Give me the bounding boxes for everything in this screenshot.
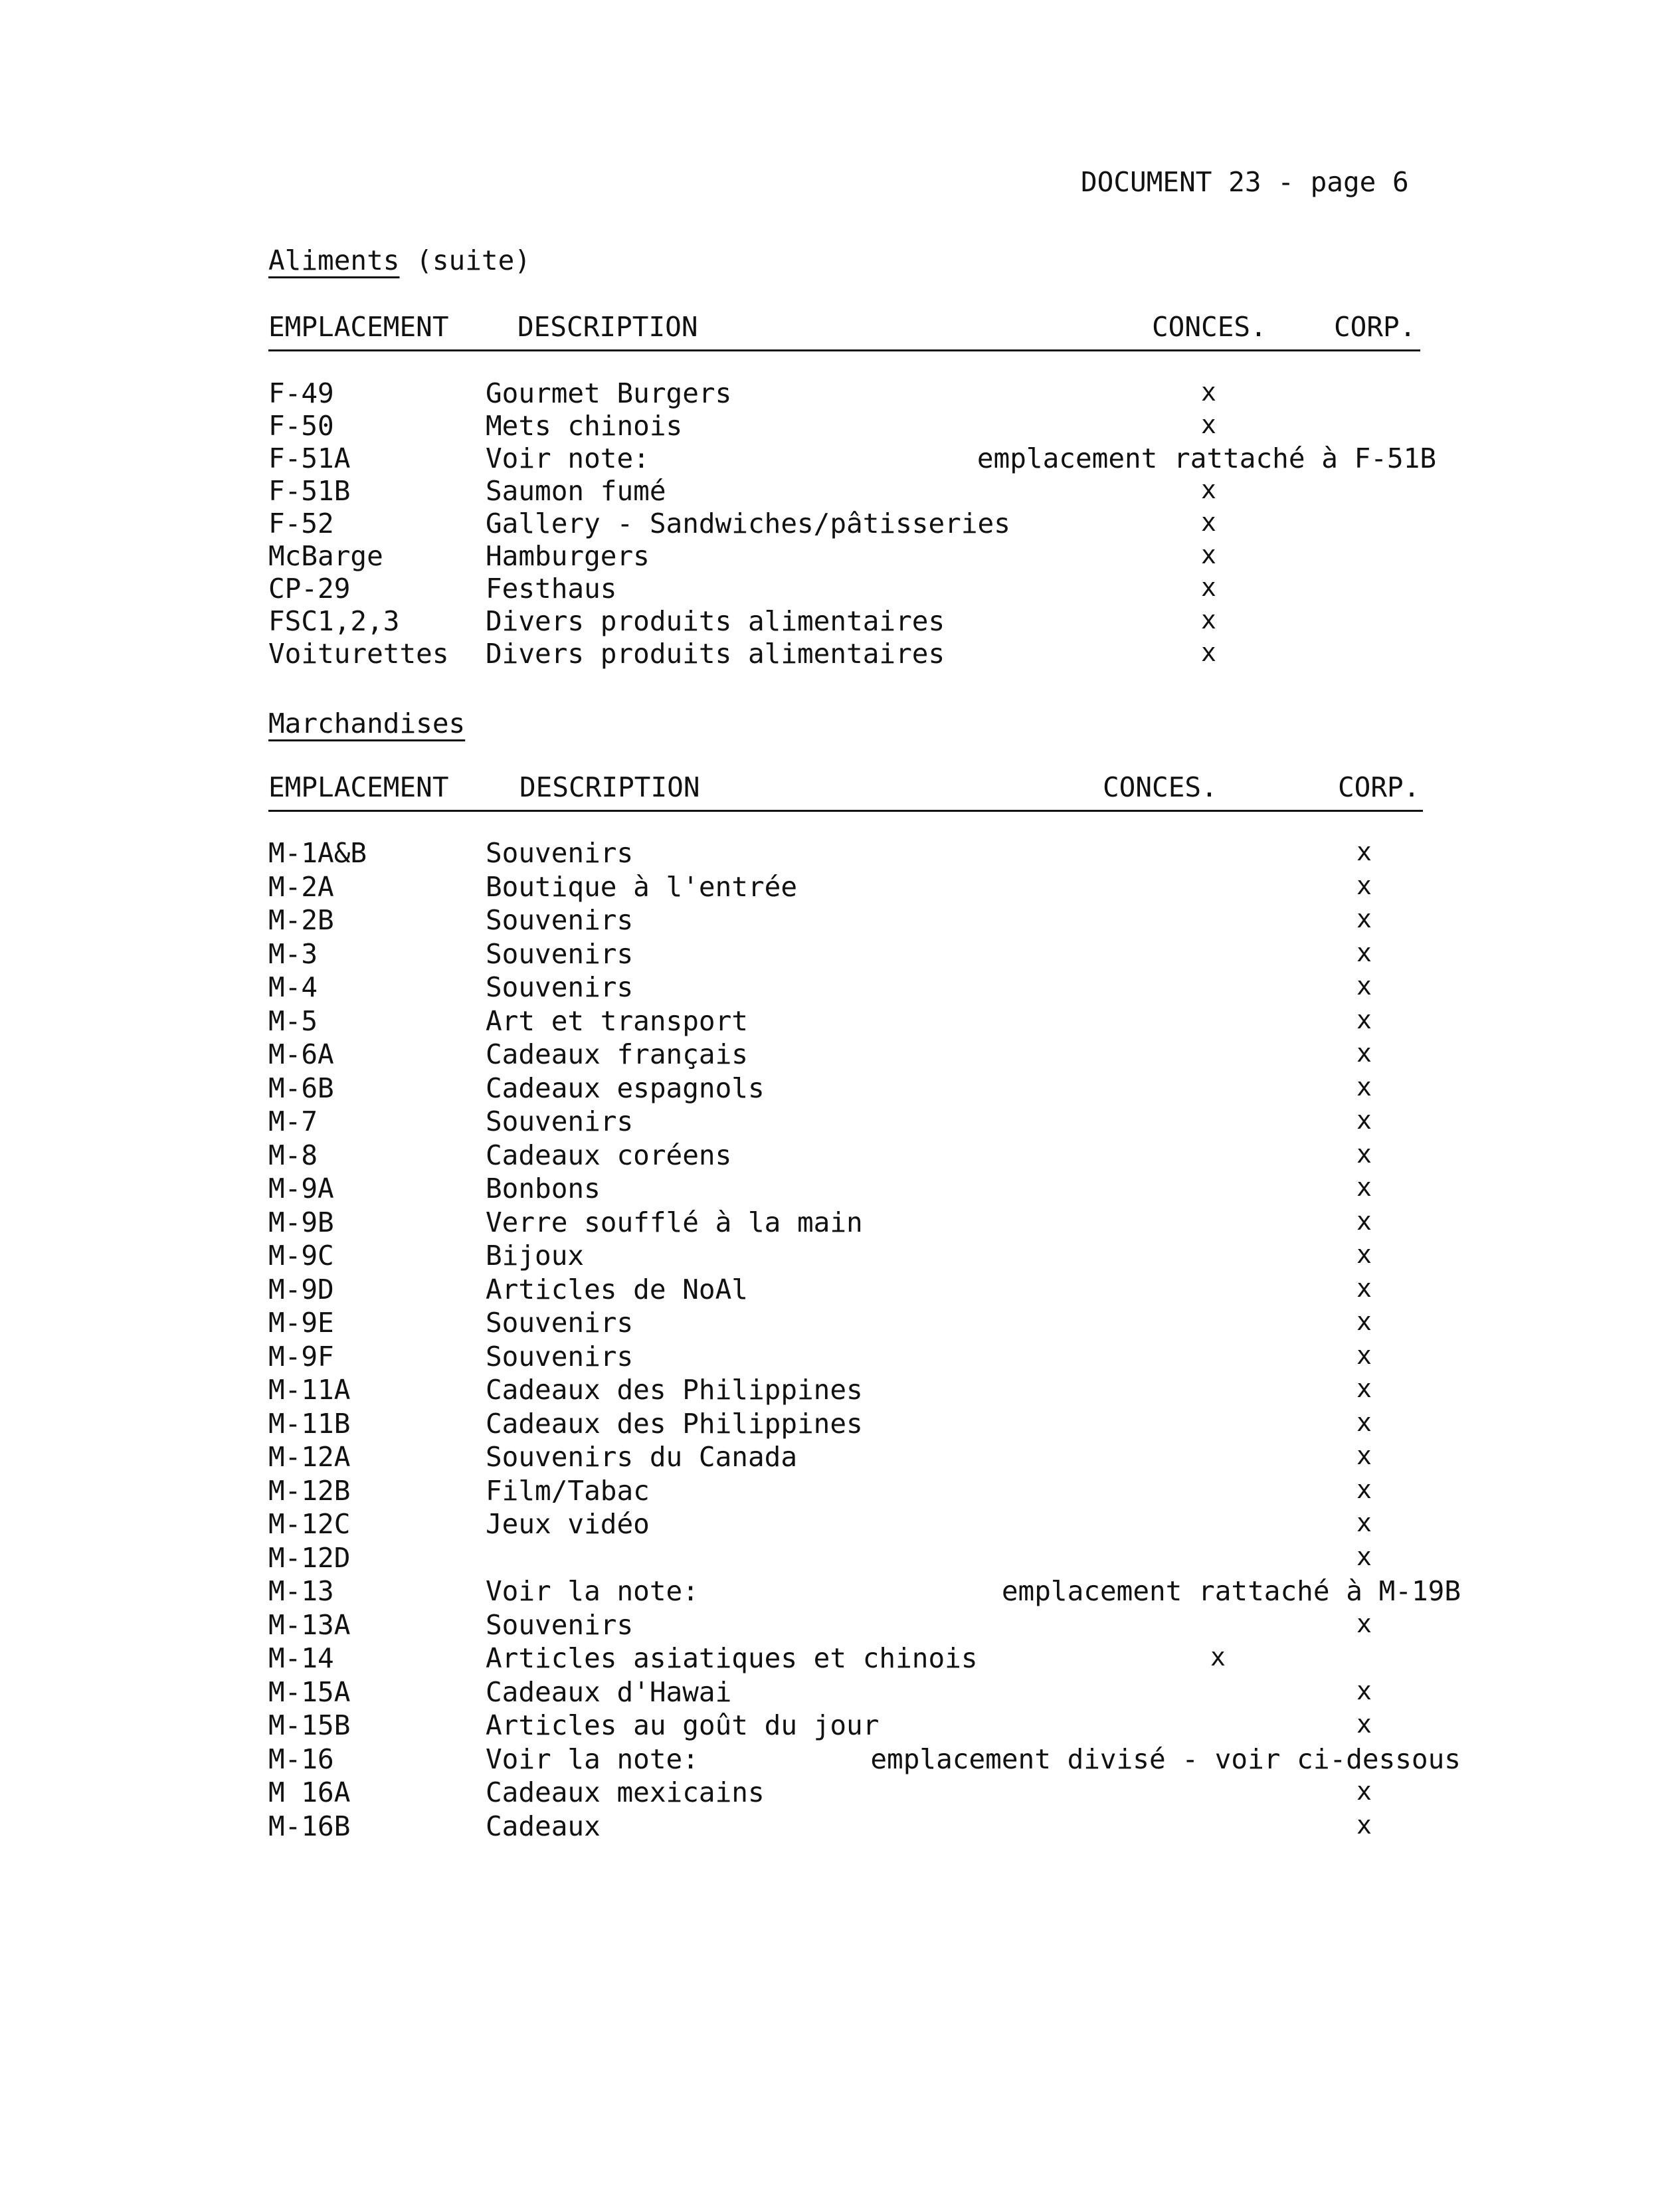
row-location: F-52: [268, 508, 334, 539]
row-conces-mark: x: [1201, 605, 1216, 634]
merch-table-row: [0, 1676, 1680, 1709]
row-corp-mark: x: [1356, 1307, 1372, 1336]
merch-table-row: [0, 1038, 1680, 1072]
row-description: Articles asiatiques et chinois: [486, 1642, 978, 1674]
row-description: Festhaus: [486, 573, 617, 605]
merch-table-row: [0, 1508, 1680, 1541]
row-description: Gourmet Burgers: [486, 377, 732, 409]
row-description: Hamburgers: [486, 540, 650, 572]
merch-table-row: [0, 938, 1680, 971]
row-location: M-13A: [268, 1608, 351, 1641]
merch-table-row: [0, 1475, 1680, 1508]
food-col-conces: CONCES.: [1152, 311, 1267, 343]
row-location: M-11A: [268, 1374, 351, 1406]
row-location: M-15A: [268, 1675, 351, 1708]
row-location: M-7: [268, 1105, 318, 1137]
merch-table-row: [0, 837, 1680, 870]
row-conces-mark: x: [1210, 1642, 1226, 1671]
row-note: emplacement divisé - voir ci-dessous: [870, 1743, 1461, 1775]
food-table-row: [0, 475, 1680, 508]
row-location: M-13: [268, 1575, 334, 1607]
food-table-row: [0, 605, 1680, 638]
row-corp-mark: x: [1356, 1173, 1372, 1202]
merch-table-row: [0, 1642, 1680, 1675]
row-location: M-9C: [268, 1240, 334, 1272]
row-location: M-3: [268, 937, 318, 970]
row-location: M-5: [268, 1004, 318, 1037]
merch-table-row: [0, 1709, 1680, 1743]
merch-col-corp: CORP.: [1338, 771, 1420, 803]
row-description: Mets chinois: [486, 410, 683, 442]
row-corp-mark: x: [1356, 1675, 1372, 1705]
row-description: Divers produits alimentaires: [486, 638, 945, 670]
row-description: Cadeaux espagnols: [486, 1072, 765, 1104]
row-description: Souvenirs: [486, 904, 634, 936]
row-description: Verre soufflé à la main: [486, 1206, 863, 1238]
row-corp-mark: x: [1356, 1206, 1372, 1236]
row-description: Cadeaux des Philippines: [486, 1374, 863, 1406]
row-corp-mark: x: [1356, 1273, 1372, 1303]
row-location: McBarge: [268, 540, 383, 572]
row-location: M-4: [268, 971, 318, 1003]
row-corp-mark: x: [1356, 971, 1372, 1000]
food-table-row: [0, 377, 1680, 411]
row-description: Voir la note:: [486, 1743, 699, 1775]
row-description: Cadeaux mexicains: [486, 1776, 765, 1808]
row-corp-mark: x: [1356, 837, 1372, 866]
row-location: M-2A: [268, 870, 334, 903]
merch-table-row: [0, 1206, 1680, 1240]
row-location: M-9F: [268, 1340, 334, 1373]
row-corp-mark: x: [1356, 1474, 1372, 1504]
merch-table-row: [0, 971, 1680, 1004]
food-table-row: [0, 638, 1680, 671]
row-description: Cadeaux d'Hawai: [486, 1675, 732, 1708]
row-description: Articles de NoAl: [486, 1273, 748, 1305]
row-location: F-49: [268, 377, 334, 409]
row-location: M-1A&B: [268, 837, 367, 869]
food-section-title-suffix: (suite): [399, 244, 531, 276]
row-corp-mark: x: [1356, 1374, 1372, 1403]
row-location: M-16B: [268, 1810, 351, 1842]
document-page-header: DOCUMENT 23 - page 6: [1081, 166, 1409, 198]
row-description: Voir la note:: [486, 1575, 699, 1607]
row-note: emplacement rattaché à F-51B: [977, 442, 1436, 474]
row-location: M-16: [268, 1743, 334, 1775]
row-location: M-9D: [268, 1273, 334, 1305]
row-corp-mark: x: [1356, 1072, 1372, 1101]
row-corp-mark: x: [1356, 1105, 1372, 1135]
row-location: F-51A: [268, 442, 351, 474]
row-location: M-9E: [268, 1307, 334, 1339]
row-conces-mark: x: [1201, 573, 1216, 602]
row-conces-mark: x: [1201, 475, 1216, 504]
food-table-header: [268, 306, 1420, 351]
food-col-description: DESCRIPTION: [517, 311, 698, 343]
row-corp-mark: x: [1356, 904, 1372, 933]
row-corp-mark: x: [1356, 1038, 1372, 1068]
row-description: Cadeaux coréens: [486, 1139, 732, 1171]
row-description: Souvenirs du Canada: [486, 1441, 797, 1473]
food-table-row: [0, 540, 1680, 573]
row-location: M-6A: [268, 1038, 334, 1070]
merch-table-row: [0, 1542, 1680, 1575]
row-corp-mark: x: [1356, 1608, 1372, 1638]
food-table-row: [0, 573, 1680, 606]
row-description: Articles au goût du jour: [486, 1709, 880, 1741]
food-col-location: EMPLACEMENT: [268, 311, 449, 343]
merch-col-conces: CONCES.: [1103, 771, 1218, 803]
row-description: Souvenirs: [486, 1105, 634, 1137]
merch-table-row: [0, 1743, 1680, 1776]
food-section-title-main: Aliments: [268, 244, 400, 276]
row-location: F-50: [268, 410, 334, 442]
merch-section-title: [268, 708, 465, 739]
row-location: M-9A: [268, 1173, 334, 1204]
row-location: M 16A: [268, 1776, 351, 1808]
merch-table-row: [0, 871, 1680, 904]
merch-table-row: [0, 1072, 1680, 1105]
row-location: CP-29: [268, 573, 351, 605]
merch-table-row: [0, 1374, 1680, 1407]
row-description: Souvenirs: [486, 1340, 634, 1373]
row-corp-mark: x: [1356, 1776, 1372, 1806]
row-conces-mark: x: [1201, 638, 1216, 667]
merch-table-row: [0, 1341, 1680, 1374]
row-corp-mark: x: [1356, 1508, 1372, 1537]
row-description: Jeux vidéo: [486, 1508, 650, 1540]
food-table-row: [0, 442, 1680, 476]
row-description: Film/Tabac: [486, 1474, 650, 1507]
merch-table-row: [0, 1173, 1680, 1206]
merch-table-row: [0, 1274, 1680, 1307]
row-location: M-11B: [268, 1407, 351, 1440]
merch-table-row: [0, 1441, 1680, 1474]
food-table-row: [0, 410, 1680, 443]
row-description: Souvenirs: [486, 1307, 634, 1339]
row-location: M-12B: [268, 1474, 351, 1507]
food-col-corp: CORP.: [1334, 311, 1416, 343]
row-conces-mark: x: [1201, 377, 1216, 407]
row-description: Bijoux: [486, 1240, 585, 1272]
row-description: Souvenirs: [486, 937, 634, 970]
row-description: Boutique à l'entrée: [486, 870, 797, 903]
row-location: M-15B: [268, 1709, 351, 1741]
row-location: M-14: [268, 1642, 334, 1674]
merch-table-row: [0, 1810, 1680, 1844]
row-description: Bonbons: [486, 1173, 601, 1204]
row-corp-mark: x: [1356, 1810, 1372, 1840]
merch-table-row: [0, 1139, 1680, 1173]
row-description: Cadeaux des Philippines: [486, 1407, 863, 1440]
row-location: M-2B: [268, 904, 334, 936]
row-corp-mark: x: [1356, 1407, 1372, 1437]
row-conces-mark: x: [1201, 540, 1216, 569]
row-location: FSC1,2,3: [268, 605, 400, 637]
merch-col-description: DESCRIPTION: [519, 771, 700, 803]
merch-col-location: EMPLACEMENT: [268, 771, 449, 803]
row-description: Souvenirs: [486, 1608, 634, 1641]
row-corp-mark: x: [1356, 1240, 1372, 1269]
merch-table-row: [0, 1776, 1680, 1810]
merch-table-row: [0, 1240, 1680, 1273]
row-conces-mark: x: [1201, 508, 1216, 537]
row-corp-mark: x: [1356, 1139, 1372, 1169]
row-description: Souvenirs: [486, 837, 634, 869]
row-description: Cadeaux français: [486, 1038, 748, 1070]
row-description: Saumon fumé: [486, 475, 666, 507]
row-corp-mark: x: [1356, 1541, 1372, 1571]
row-conces-mark: x: [1201, 410, 1216, 439]
row-corp-mark: x: [1356, 1441, 1372, 1470]
merch-table-row: [0, 1005, 1680, 1038]
merch-section-title-main: Marchandises: [268, 708, 466, 739]
row-location: M-12C: [268, 1508, 351, 1540]
merch-table-row: [0, 1408, 1680, 1441]
row-description: Art et transport: [486, 1004, 748, 1037]
row-note: emplacement rattaché à M-19B: [1001, 1575, 1461, 1607]
merch-table-row: [0, 1575, 1680, 1608]
row-location: M-12D: [268, 1541, 351, 1574]
merch-table-row: [0, 1307, 1680, 1340]
row-description: Voir note:: [486, 442, 650, 474]
row-location: Voiturettes: [268, 638, 449, 670]
row-location: M-12A: [268, 1441, 351, 1473]
row-corp-mark: x: [1356, 870, 1372, 900]
row-description: Souvenirs: [486, 971, 634, 1003]
row-description: Cadeaux: [486, 1810, 601, 1842]
row-location: M-8: [268, 1139, 318, 1171]
food-section-title: [268, 244, 531, 276]
row-description: Gallery - Sandwiches/pâtisseries: [486, 508, 1010, 539]
merch-table-row: [0, 1105, 1680, 1139]
row-description: Divers produits alimentaires: [486, 605, 945, 637]
row-corp-mark: x: [1356, 1004, 1372, 1034]
merch-table-header: [268, 766, 1423, 812]
merch-table-row: [0, 904, 1680, 937]
row-location: F-51B: [268, 475, 351, 507]
merch-table-row: [0, 1609, 1680, 1642]
row-corp-mark: x: [1356, 1340, 1372, 1370]
row-corp-mark: x: [1356, 937, 1372, 967]
row-location: M-9B: [268, 1206, 334, 1238]
row-corp-mark: x: [1356, 1709, 1372, 1739]
food-table-row: [0, 508, 1680, 541]
row-location: M-6B: [268, 1072, 334, 1104]
